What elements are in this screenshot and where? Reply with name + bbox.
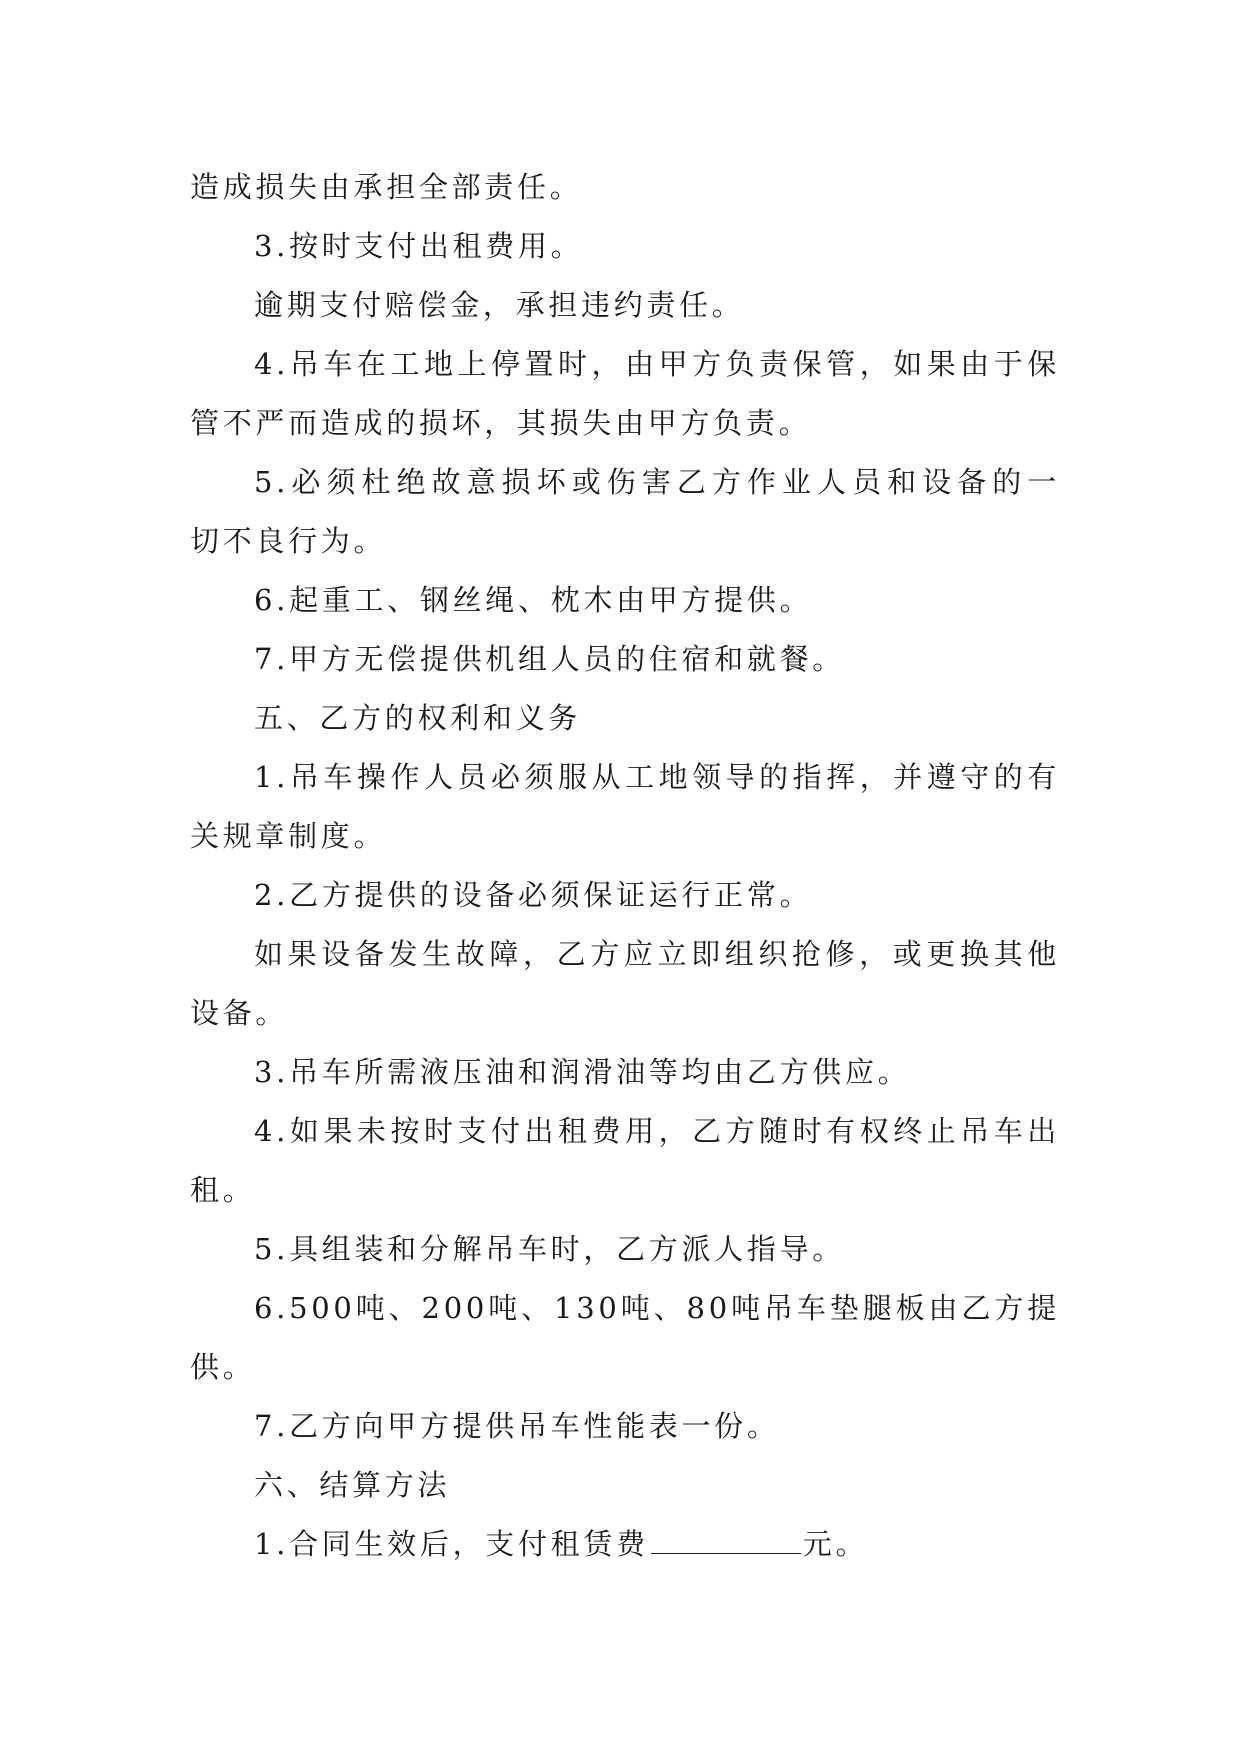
- paragraph-line: 关规章制度。: [190, 819, 387, 853]
- paragraph-line: 造成损失由承担全部责任。: [190, 170, 583, 204]
- paragraph-line: 3.吊车所需液压油和润滑油等均由乙方供应。: [254, 1055, 911, 1089]
- paragraph-line: 6.500吨、200吨、130吨、80吨吊车垫腿板由乙方提: [254, 1291, 1060, 1325]
- paragraph-line: 1.吊车操作人员必须服从工地领导的指挥，并遵守的有: [254, 760, 1060, 794]
- paragraph-line: 5.必须杜绝故意损坏或伤害乙方作业人员和设备的一: [254, 465, 1060, 499]
- amount-blank: [651, 1519, 801, 1554]
- paragraph-line: 管不严而造成的损坏，其损失由甲方负责。: [190, 406, 812, 440]
- paragraph-line: 7.乙方向甲方提供吊车性能表一份。: [254, 1409, 780, 1443]
- payment-text: 1.合同生效后，支付租赁费: [254, 1527, 649, 1561]
- paragraph-line: 6.起重工、钢丝绳、枕木由甲方提供。: [254, 583, 813, 617]
- paragraph-line: 设备。: [190, 996, 289, 1030]
- paragraph-line: 4.如果未按时支付出租费用，乙方随时有权终止吊车出: [254, 1114, 1060, 1148]
- paragraph-line: 逾期支付赔偿金，承担违约责任。: [254, 288, 745, 322]
- paragraph-line: 7.甲方无偿提供机组人员的住宿和就餐。: [254, 642, 845, 676]
- paragraph-line: 5.具组装和分解吊车时，乙方派人指导。: [254, 1232, 845, 1266]
- paragraph-line: 如果设备发生故障，乙方应立即组织抢修，或更换其他: [254, 937, 1060, 971]
- paragraph-line: 2.乙方提供的设备必须保证运行正常。: [254, 878, 813, 912]
- section-heading: 六、结算方法: [254, 1468, 451, 1502]
- paragraph-line: 切不良行为。: [190, 524, 387, 558]
- section-heading: 五、乙方的权利和义务: [254, 701, 582, 735]
- paragraph-line: 租。: [190, 1173, 256, 1207]
- paragraph-line: [190, 1515, 1060, 1574]
- paragraph-line: 4.吊车在工地上停置时，由甲方负责保管，如果由于保: [254, 347, 1060, 381]
- paragraph-line: 3.按时支付出租费用。: [254, 229, 584, 263]
- contract-text: [190, 158, 1060, 1574]
- currency-text: 元。: [802, 1527, 869, 1561]
- paragraph-line: 供。: [190, 1350, 256, 1384]
